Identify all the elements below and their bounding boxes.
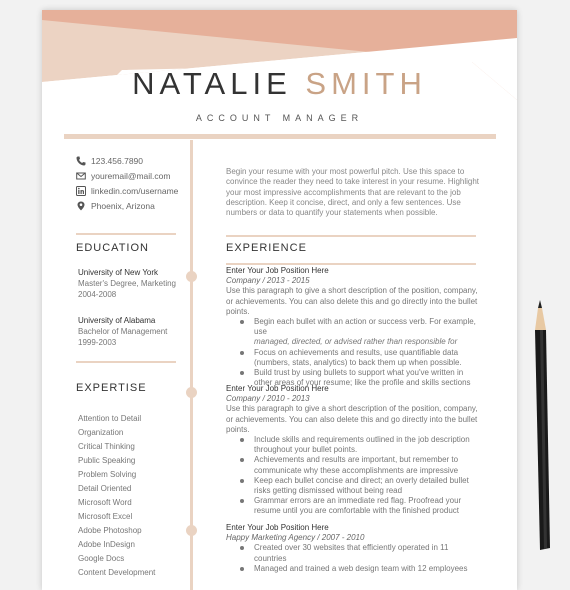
job-bullet-line: communicate why these accomplishments are impressive bbox=[254, 465, 459, 475]
job-company: Company / 2010 - 2013 bbox=[226, 394, 310, 404]
first-name: NATALIE bbox=[132, 66, 292, 101]
phone-number: 123.456.7890 bbox=[91, 156, 143, 166]
job-entry bbox=[226, 523, 490, 574]
expertise-item: Content Development bbox=[78, 568, 156, 577]
timeline-dot bbox=[186, 387, 197, 398]
email-icon bbox=[76, 171, 86, 181]
expertise-item: Microsoft Word bbox=[78, 498, 132, 507]
job-description bbox=[226, 404, 490, 435]
last-name: SMITH bbox=[305, 66, 427, 101]
job-bullets bbox=[226, 317, 490, 388]
job-bullet-line: Managed and trained a web design team with 12 employees bbox=[254, 563, 468, 573]
education-entry bbox=[78, 315, 167, 348]
job-description-line: or achievements. You can also delete this and go directly into the bullet bbox=[226, 414, 478, 424]
job-bullet-line: Created over 30 websites that efficiently operated in 11 bbox=[254, 543, 449, 553]
job-description-line: points. bbox=[226, 424, 250, 434]
summary-rule bbox=[226, 235, 476, 237]
job-bullet-line: Build trust by using bullets to support what you've written in bbox=[254, 368, 464, 378]
job-position: Enter Your Job Position Here bbox=[226, 384, 329, 393]
job-title: ACCOUNT MANAGER bbox=[195, 113, 364, 123]
education-rule bbox=[76, 361, 176, 363]
profile-summary: Begin your resume with your most powerful pitch. Use this space to convince the reader they need to take interest in your resume. Highlight your most impressive accomplishments that are relevant to the job description. Keep it concise, direct, and only a few sentences. Use numbers or data to quantify your statements when possible. bbox=[226, 167, 480, 218]
job-bullet bbox=[254, 564, 490, 574]
job-bullet-line: (numbers, stats, analytics) to back them up when possible. bbox=[254, 357, 462, 367]
job-bullet-line: Include skills and requirements outlined in the job description bbox=[254, 435, 470, 445]
job-bullet bbox=[254, 435, 490, 455]
expertise-item: Problem Solving bbox=[78, 470, 137, 479]
job-bullet-line: Keep each bullet concise and direct; an overly detailed bullet bbox=[254, 475, 469, 485]
job-bullet bbox=[254, 348, 490, 368]
pencil-tip bbox=[538, 300, 542, 308]
pencil-wood bbox=[535, 308, 546, 330]
job-company: Happy Marketing Agency / 2007 - 2010 bbox=[226, 533, 365, 543]
expertise-item: Detail Oriented bbox=[78, 484, 132, 493]
column-divider bbox=[190, 140, 193, 590]
expertise-item: Organization bbox=[78, 428, 124, 437]
job-description-line: or achievements. You can also delete this and go directly into the bullet bbox=[226, 296, 478, 306]
job-bullets bbox=[226, 543, 490, 574]
expertise-item: Public Speaking bbox=[78, 456, 136, 465]
location-text: Phoenix, Arizona bbox=[91, 201, 155, 211]
job-bullet bbox=[254, 455, 490, 475]
job-bullet-line: Begin each bullet with an action or success verb. For example, use bbox=[254, 317, 476, 337]
job-entry bbox=[226, 384, 490, 517]
experience-rule bbox=[226, 263, 476, 265]
job-entry bbox=[226, 266, 490, 388]
contact-rule bbox=[76, 233, 176, 235]
linkedin-icon bbox=[76, 186, 86, 196]
expertise-list bbox=[78, 414, 155, 582]
education-heading: EDUCATION bbox=[76, 242, 149, 254]
job-position: Enter Your Job Position Here bbox=[226, 523, 329, 532]
expertise-item: Microsoft Excel bbox=[78, 512, 133, 521]
school-name: University of New York bbox=[78, 268, 159, 277]
header-divider bbox=[64, 134, 496, 139]
expertise-heading: EXPERTISE bbox=[76, 382, 147, 394]
job-bullet-line: managed, directed, or advised rather than responsible for bbox=[254, 337, 458, 347]
school-name: University of Alabama bbox=[78, 316, 156, 325]
job-bullet-line: risks getting dismissed without being read bbox=[254, 486, 403, 496]
education-entry bbox=[78, 267, 176, 300]
expertise-item: Critical Thinking bbox=[78, 442, 135, 451]
candidate-name bbox=[42, 68, 517, 99]
job-bullets bbox=[226, 435, 490, 517]
job-bullet bbox=[254, 543, 490, 563]
job-bullet-line: Achievements and results are important, but remember to bbox=[254, 455, 459, 465]
job-description-line: Use this paragraph to give a short description of the position, company, bbox=[226, 404, 478, 414]
job-bullet bbox=[254, 496, 490, 516]
degree: Master's Degree, Marketing bbox=[78, 279, 177, 288]
linkedin-url: linkedin.com/username bbox=[91, 186, 179, 196]
timeline-dot bbox=[186, 525, 197, 536]
expertise-item: Adobe InDesign bbox=[78, 540, 135, 549]
job-bullet bbox=[254, 317, 490, 348]
job-description-line: Use this paragraph to give a short description of the position, company, bbox=[226, 286, 478, 296]
job-bullet-line: other areas of your resume; like the profile and skills sections bbox=[254, 378, 471, 388]
job-description-line: points. bbox=[226, 306, 250, 316]
years: 2004-2008 bbox=[78, 290, 117, 299]
job-bullet-line: Grammar errors are an immediate red flag. Proofread your bbox=[254, 496, 462, 506]
job-bullet-line: Focus on achievements and results, use quantifiable data bbox=[254, 347, 459, 357]
degree: Bachelor of Management bbox=[78, 327, 168, 336]
job-bullet-line: resume until you are comfortable with the finished product bbox=[254, 506, 459, 516]
experience-heading: EXPERIENCE bbox=[226, 242, 307, 254]
expertise-item: Attention to Detail bbox=[78, 414, 142, 423]
timeline-dot bbox=[186, 271, 197, 282]
email-address: youremail@mail.com bbox=[91, 171, 171, 181]
phone-icon bbox=[76, 156, 86, 166]
location-icon bbox=[76, 201, 86, 211]
job-position: Enter Your Job Position Here bbox=[226, 266, 329, 275]
expertise-item: Adobe Photoshop bbox=[78, 526, 142, 535]
expertise-item: Google Docs bbox=[78, 554, 125, 563]
job-bullet-line: throughout your bullet points. bbox=[254, 445, 358, 455]
pencil-image bbox=[532, 300, 558, 560]
job-bullet-line: countries bbox=[254, 553, 287, 563]
years: 1999-2003 bbox=[78, 338, 117, 347]
job-bullet bbox=[254, 476, 490, 496]
job-company: Company / 2013 - 2015 bbox=[226, 276, 310, 286]
job-description bbox=[226, 286, 490, 317]
resume-page bbox=[42, 10, 517, 590]
